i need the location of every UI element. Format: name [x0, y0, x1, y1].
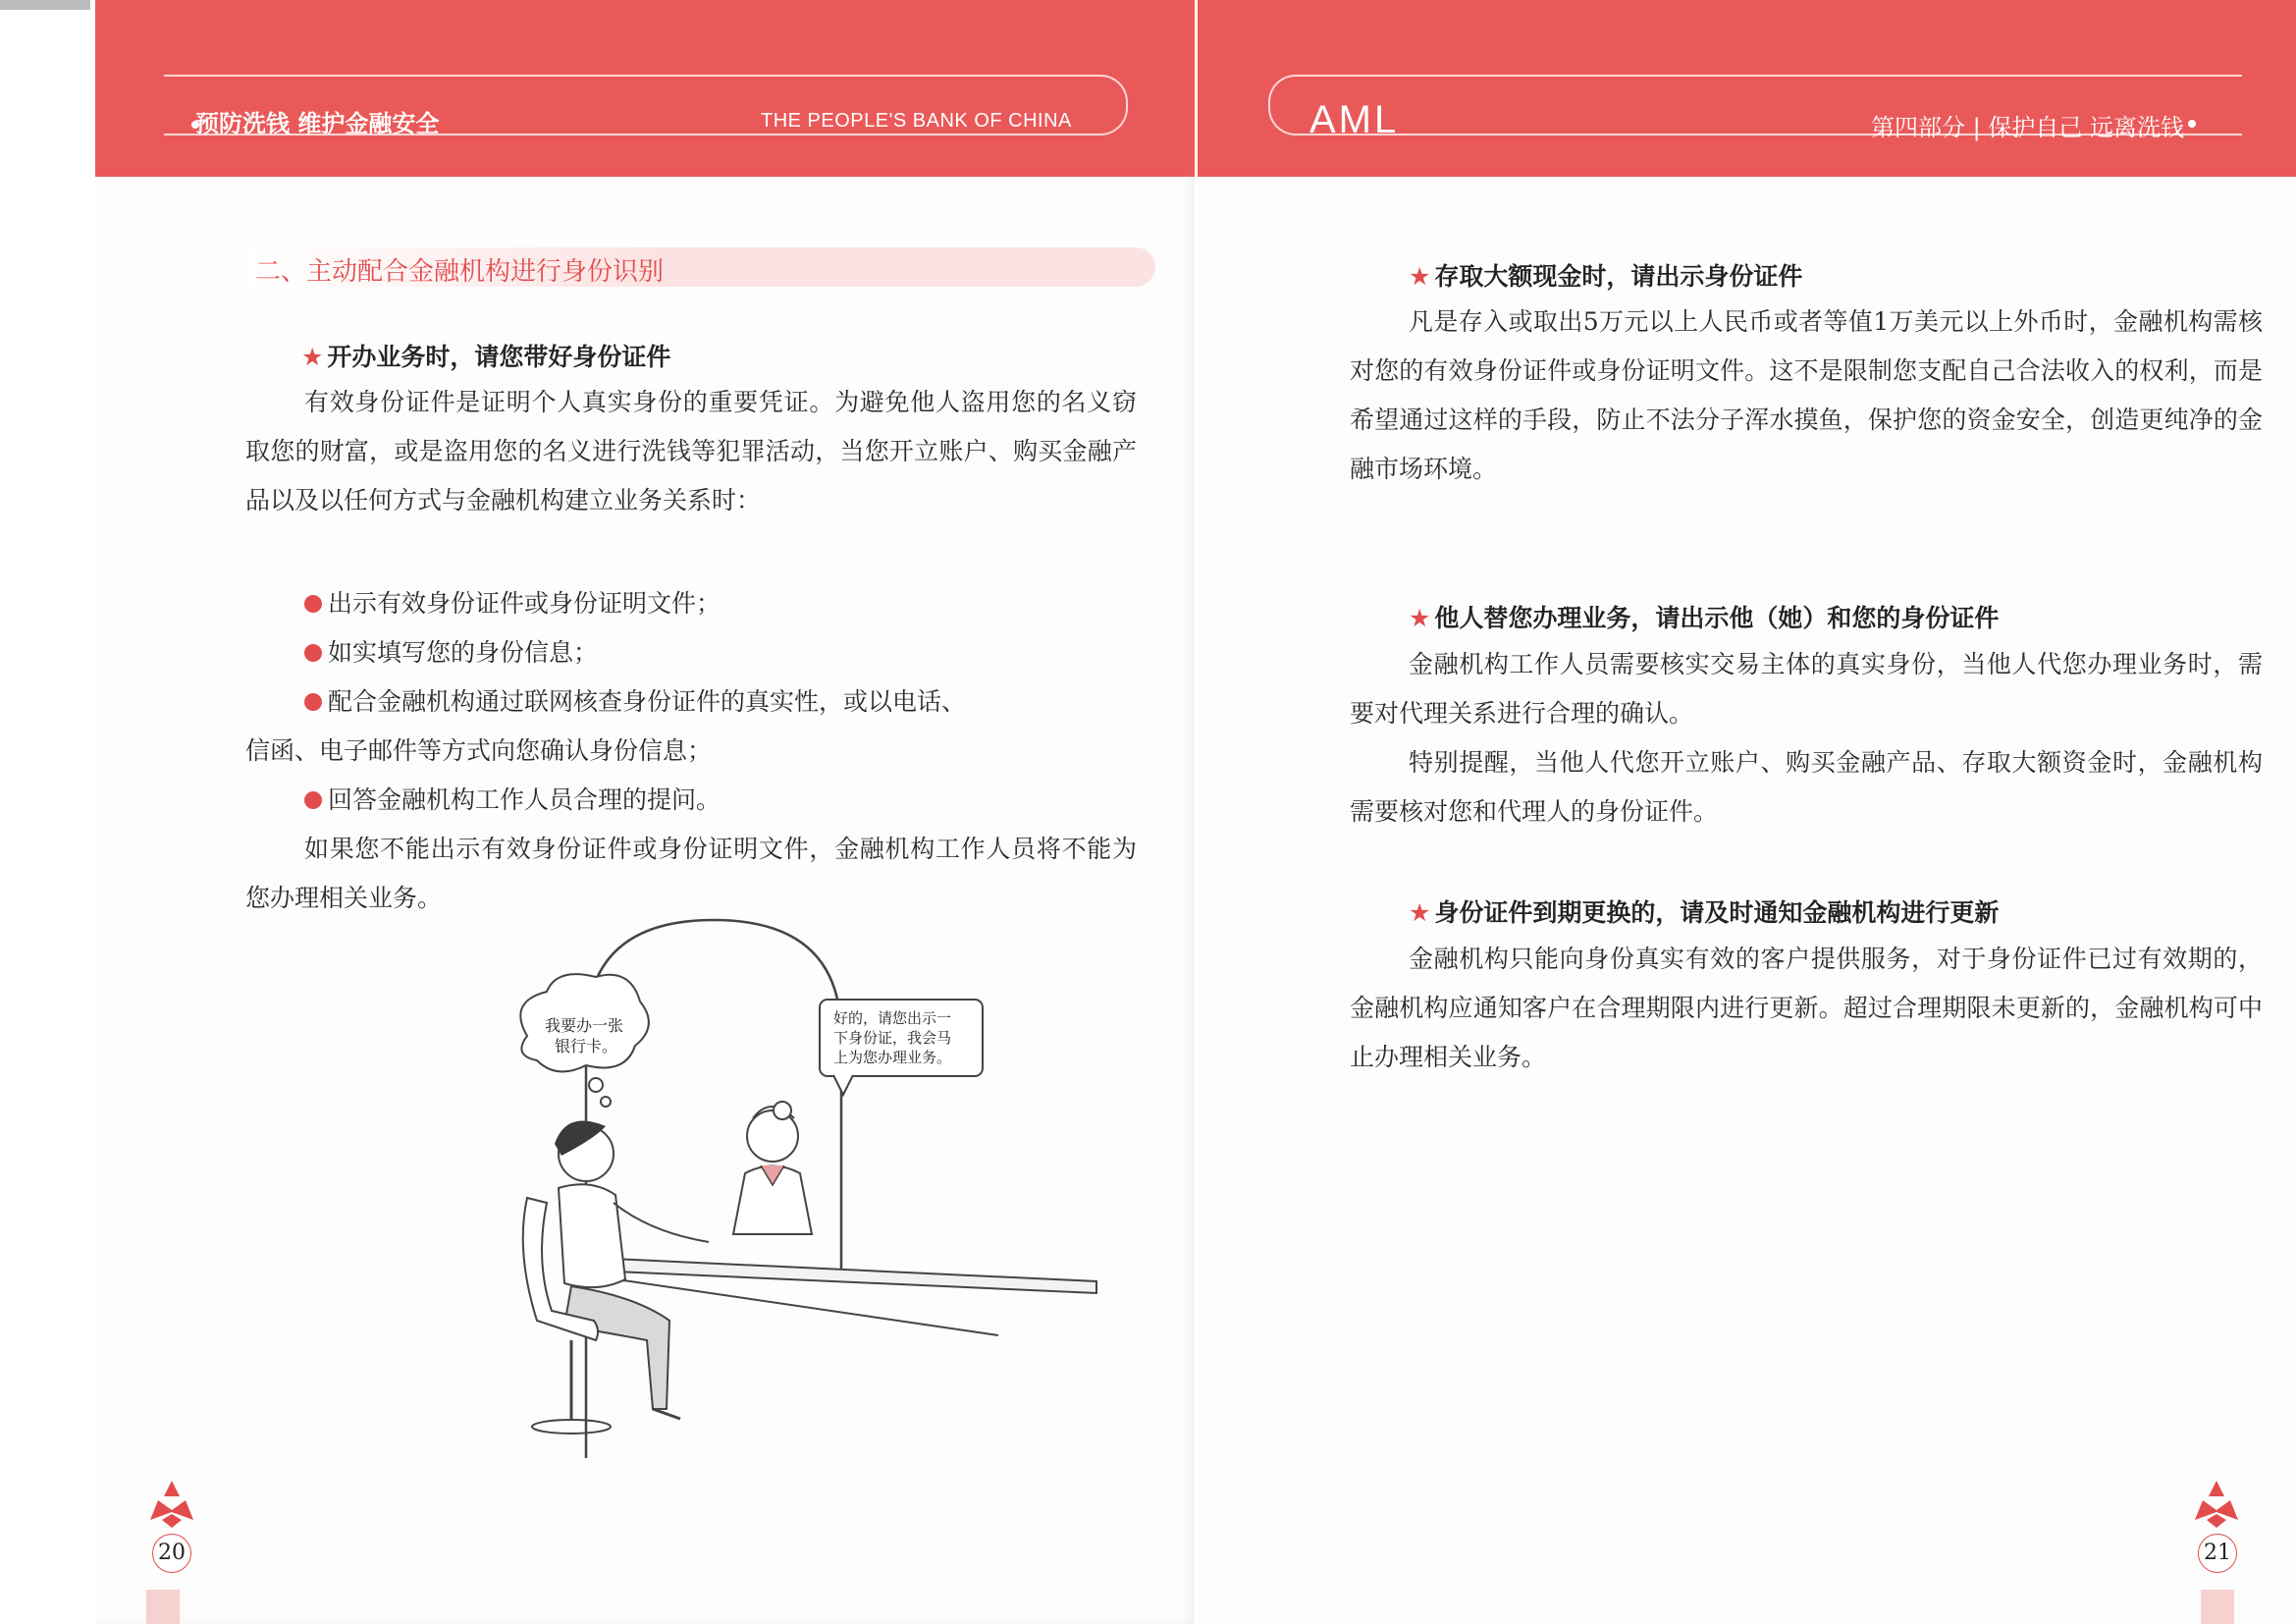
bullet-text: 配合金融机构通过联网核查身份证件的真实性，或以电话、	[328, 687, 967, 716]
page-footer-strip	[146, 1590, 180, 1624]
left-header-title: 预防洗钱 维护金融安全	[195, 110, 440, 137]
bullet-item	[304, 677, 966, 727]
item3-heading-text: 他人替您办理业务，请出示他（她）和您的身份证件	[1434, 604, 2000, 632]
bullet-text: 出示有效身份证件或身份证明文件；	[328, 589, 721, 618]
aml-brand: AML	[1309, 98, 1400, 141]
item1-heading	[301, 338, 670, 373]
item1-intro: 有效身份证件是证明个人真实身份的重要凭证。为避免他人盗用您的名义窃取您的财富，或是盗用您的名义进行洗钱等犯罪活动，当您开立账户、购买金融产品以及以任何方式与金融机构建立业务关系时：	[245, 388, 1137, 514]
bullet-dot-icon	[304, 644, 322, 662]
scan-edge	[0, 0, 90, 10]
clerk-bubble-line2: 下身份证，我会马	[833, 1029, 952, 1047]
item4-body: 金融机构只能向身份真实有效的客户提供服务，对于身份证件已过有效期的，金融机构应通知客户在合理期限内进行更新。超过合理期限未更新的，金融机构可中止办理相关业务。	[1350, 945, 2263, 1071]
pboc-logo-icon	[2189, 1477, 2244, 1532]
left-header-band	[95, 0, 1195, 177]
item2-heading	[1409, 257, 1802, 293]
item4-heading-text: 身份证件到期更换的，请及时通知金融机构进行更新	[1434, 898, 2000, 927]
left-header-english: THE PEOPLE'S BANK OF CHINA	[761, 110, 1072, 132]
section-title-text: 二、主动配合金融机构进行身份识别	[255, 257, 665, 287]
page-number: 21	[2198, 1534, 2237, 1573]
bullet-text: 回答金融机构工作人员合理的提问。	[328, 785, 721, 814]
item3-body2: 特别提醒，当他人代您开立账户、购买金融产品、存取大额资金时，金融机构需要核对您和代理人的身份证件。	[1350, 748, 2263, 826]
bullet-continuation: 信函、电子邮件等方式向您确认身份信息；	[245, 736, 713, 765]
item2-body: 凡是存入或取出5万元以上人民币或者等值1万美元以上外币时，金融机构需核对您的有效身份证件或身份证明文件。这不是限制您支配自己合法收入的权利，而是希望通过这样的手段，防止不法分子浑水摸鱼，保护您的资金安全，创造更纯净的金融市场环境。	[1350, 307, 2263, 483]
bank-counter-illustration	[488, 908, 1116, 1497]
customer-bubble-line1: 我要办一张	[545, 1016, 624, 1035]
item1-heading-text: 开办业务时，请您带好身份证件	[327, 343, 671, 371]
scan-margin	[0, 0, 90, 1624]
item2-heading-text: 存取大额现金时，请出示身份证件	[1434, 262, 1803, 291]
section-title	[247, 247, 1155, 287]
item3-heading	[1409, 599, 1999, 634]
page-number: 20	[152, 1534, 191, 1573]
item3-body1: 金融机构工作人员需要核实交易主体的真实身份，当他人代您办理业务时，需要对代理关系进行合理的确认。	[1350, 650, 2263, 728]
header-dot	[2188, 120, 2196, 128]
clerk-bubble-line3: 上为您办理业务。	[833, 1049, 952, 1066]
page-footer-strip	[2201, 1590, 2234, 1624]
pboc-logo-icon	[144, 1477, 199, 1532]
right-header-band	[1198, 0, 2296, 177]
bullet-item	[304, 579, 721, 628]
item4-heading	[1409, 893, 1999, 929]
star-icon: ★	[1409, 604, 1431, 632]
clerk-bubble-line1: 好的，请您出示一	[833, 1009, 952, 1027]
left-page	[95, 0, 1195, 1624]
right-page	[1198, 0, 2296, 1624]
bullet-item	[304, 628, 598, 677]
bullet-dot-icon	[304, 595, 322, 613]
bullet-item	[304, 776, 721, 825]
star-icon: ★	[1409, 898, 1431, 927]
star-icon: ★	[301, 343, 324, 371]
right-header-title: 第四部分 | 保护自己 远离洗钱	[1871, 114, 2184, 141]
bullet-text: 如实填写您的身份信息；	[328, 638, 599, 667]
bullet-dot-icon	[304, 693, 322, 711]
customer-bubble-line2: 银行卡。	[555, 1037, 618, 1056]
item1-closing: 如果您不能出示有效身份证件或身份证明文件，金融机构工作人员将不能为您办理相关业务。	[245, 835, 1137, 912]
star-icon: ★	[1409, 262, 1431, 291]
bullet-dot-icon	[304, 791, 322, 809]
